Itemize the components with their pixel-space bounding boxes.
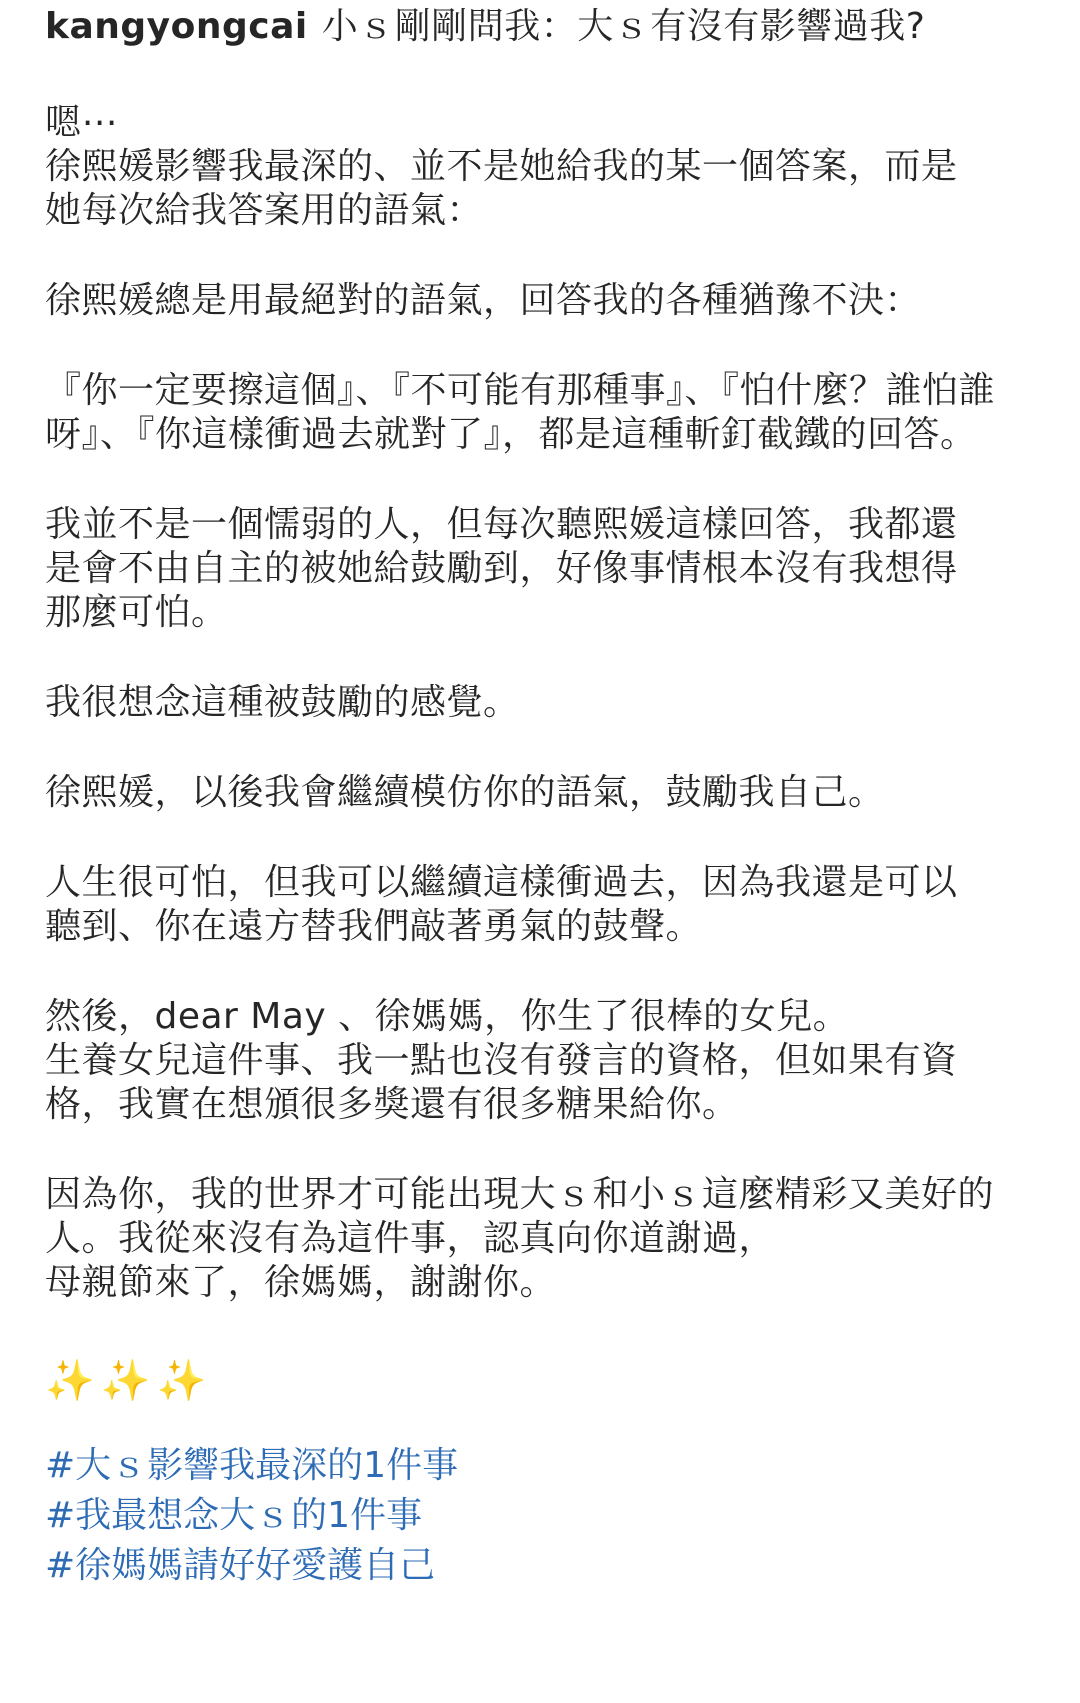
hashtag-link[interactable]: #我最想念大ｓ的1件事	[45, 1495, 423, 1536]
caption-opening-text: 小ｓ剛剛問我：大ｓ有沒有影響過我?	[321, 6, 926, 47]
caption-first-line	[45, 5, 1035, 49]
caption-paragraph	[45, 771, 1035, 815]
caption-line: 然後，dear May 、徐媽媽，你生了很棒的女兒。	[45, 996, 850, 1037]
caption-paragraph	[45, 503, 1035, 635]
caption-line: 生養女兒這件事、我一點也沒有發言的資格，但如果有資	[45, 1040, 958, 1081]
caption-line: 是會不由自主的被她給鼓勵到，好像事情根本沒有我想得	[45, 548, 958, 589]
caption-line: 因為你，我的世界才可能出現大ｓ和小ｓ這麼精彩又美好的	[45, 1174, 995, 1215]
caption-line: 母親節來了，徐媽媽，謝謝你。	[45, 1262, 557, 1303]
caption-line: 徐熙媛，以後我會繼續模仿你的語氣，鼓勵我自己。	[45, 772, 885, 813]
caption-paragraph	[45, 1173, 1035, 1305]
caption-line: 我並不是一個懦弱的人，但每次聽熙媛這樣回答，我都還	[45, 504, 958, 545]
hashtag-link[interactable]: #大ｓ影響我最深的1件事	[45, 1445, 459, 1486]
caption-line: 徐熙媛影響我最深的、並不是她給我的某一個答案，而是	[45, 146, 958, 187]
caption-line: 聽到、你在遠方替我們敲著勇氣的鼓聲。	[45, 906, 703, 947]
caption-line: 人生很可怕，但我可以繼續這樣衝過去，因為我還是可以	[45, 862, 958, 903]
hashtag-list	[45, 1441, 1035, 1591]
caption-line: 格，我實在想頒很多獎還有很多糖果給你。	[45, 1084, 739, 1125]
post-caption	[45, 0, 1035, 1591]
caption-line: 徐熙媛總是用最絕對的語氣，回答我的各種猶豫不決：	[45, 280, 922, 321]
caption-line: 呀』、『你這樣衝過去就對了』，都是這種斬釘截鐵的回答。	[45, 414, 977, 455]
caption-line: 人。我從來沒有為這件事，認真向你道謝過，	[45, 1218, 776, 1259]
caption-line: 嗯⋯	[45, 102, 119, 143]
caption-paragraph	[45, 995, 1035, 1127]
caption-line: 『你一定要擦這個』、『不可能有那種事』、『怕什麼？誰怕誰	[45, 370, 996, 411]
caption-paragraph	[45, 861, 1035, 949]
caption-line: 那麼可怕。	[45, 592, 228, 633]
caption-line: 她每次給我答案用的語氣：	[45, 190, 484, 231]
caption-paragraph	[45, 279, 1035, 323]
username-link[interactable]: kangyongcai	[45, 6, 308, 47]
caption-paragraph	[45, 369, 1035, 457]
hashtag-link[interactable]: #徐媽媽請好好愛護自己	[45, 1545, 436, 1586]
caption-paragraph	[45, 681, 1035, 725]
caption-paragraph	[45, 101, 1035, 233]
caption-line: 我很想念這種被鼓勵的感覺。	[45, 682, 520, 723]
sparkles-emoji-icon: ✨✨✨	[45, 1358, 213, 1404]
